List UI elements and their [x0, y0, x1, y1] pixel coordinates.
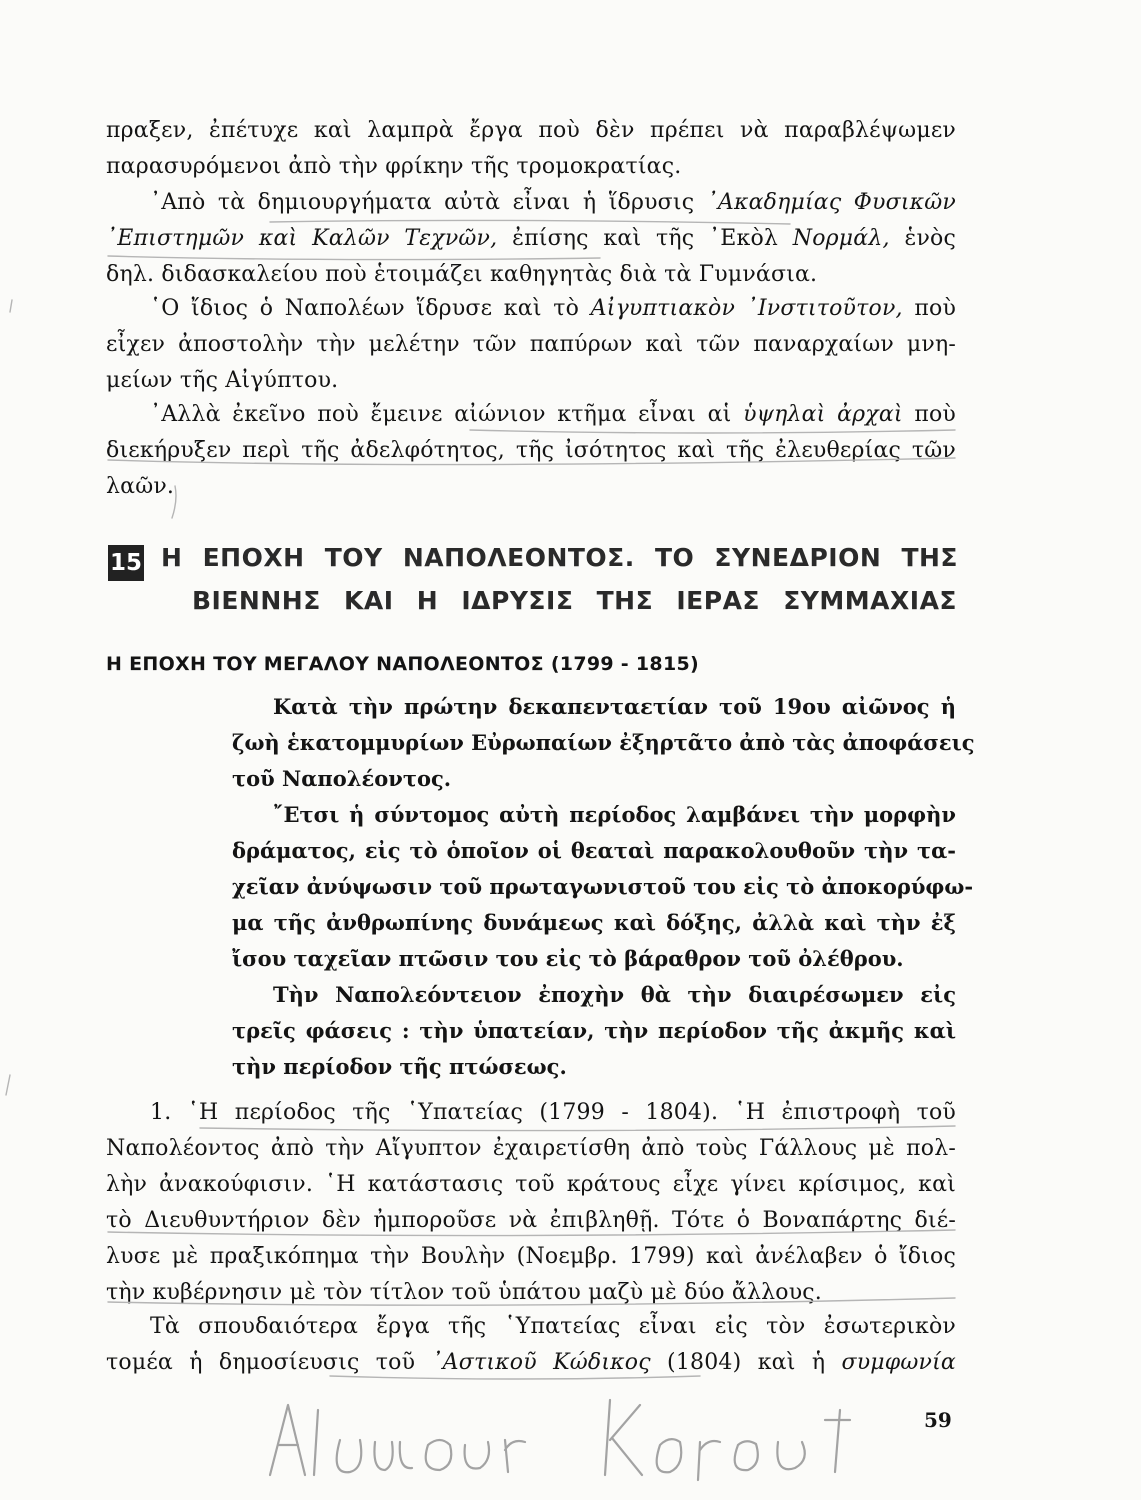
- bold-line: χεῖαν ἀνύψωσιν τοῦ πρωταγωνιστοῦ του εἰς τὸ ἀποκορύφω-: [232, 874, 974, 899]
- text-span: ἑνὸς: [889, 226, 956, 251]
- bold-line: ἴσου ταχεῖαν πτῶσιν του εἰς τὸ βάραθρον τοῦ ὀλέθρου.: [232, 946, 904, 971]
- bold-line: τρεῖς φάσεις : τὴν ὑπατείαν, τὴν περίοδον τῆς ἀκμῆς καὶ: [232, 1018, 956, 1043]
- text-line: εἶχεν ἀποστολὴν τὴν μελέτην τῶν παπύρων καὶ τῶν παναρχαίων μνη-: [106, 332, 956, 357]
- text-line: διεκήρυξεν περὶ τῆς ἀδελφότητος, τῆς ἰσότητος καὶ τῆς ἐλευθερίας τῶν: [106, 438, 956, 463]
- text-line: δηλ. διδασκαλείου ποὺ ἑτοιμάζει καθηγητὰς διὰ τὰ Γυμνάσια.: [106, 262, 818, 287]
- text-line: Ναπολέοντος ἀπὸ τὴν Αἴγυπτον ἐχαιρετίσθη ἀπὸ τοὺς Γάλλους μὲ πολ-: [106, 1136, 956, 1161]
- section-title-line: ΒΙΕΝΝΗΣ ΚΑΙ Η ΙΔΡΥΣΙΣ ΤΗΣ ΙΕΡΑΣ ΣΥΜΜΑΧΙΑΣ: [192, 586, 957, 615]
- italic-term: Αἰγυπτιακὸν ᾿Ινστιτοῦτον,: [590, 296, 903, 321]
- bold-line: ῎Ετσι ἡ σύντομος αὐτὴ περίοδος λαμβάνει τὴν μορφὴν: [273, 802, 956, 827]
- text-line: [106, 224, 956, 254]
- text-span: ᾿Αλλὰ ἐκεῖνο ποὺ ἔμεινε αἰώνιον κτῆμα εἶναι αἱ: [150, 402, 744, 427]
- bold-line: Τὴν Ναπολεόντειον ἐποχὴν θὰ τὴν διαιρέσωμεν εἰς: [273, 982, 956, 1007]
- text-line: 1. ῾Η περίοδος τῆς ῾Υπατείας (1799 - 1804). ῾Η ἐπιστροφὴ τοῦ: [150, 1100, 956, 1125]
- italic-term: ᾿Επιστημῶν καὶ Καλῶν Τεχνῶν,: [106, 226, 498, 251]
- bold-line: ζωὴ ἑκατομμυρίων Εὐρωπαίων ἐξηρτᾶτο ἀπὸ τὰς ἀποφάσεις: [232, 730, 975, 755]
- subheading: Η ΕΠΟΧΗ ΤΟΥ ΜΕΓΑΛΟΥ ΝΑΠΟΛΕΟΝΤΟΣ (1799 - 1815): [106, 653, 699, 675]
- text-span: ἐπίσης καὶ τῆς ᾿Εκὸλ: [497, 226, 793, 251]
- text-line: πραξεν, ἐπέτυχε καὶ λαμπρὰ ἔργα ποὺ δὲν πρέπει νὰ παραβλέψωμεν: [106, 118, 956, 143]
- bold-line: δράματος, εἰς τὸ ὁποῖον οἱ θεαταὶ παρακολουθοῦν τὴν τα-: [232, 838, 956, 863]
- section-title-line: Η ΕΠΟΧΗ ΤΟΥ ΝΑΠΟΛΕΟΝΤΟΣ. ΤΟ ΣΥΝΕΔΡΙΟΝ ΤΗΣ: [161, 543, 958, 572]
- text-line: παρασυρόμενοι ἀπὸ τὴν φρίκην τῆς τρομοκρατίας.: [106, 154, 682, 179]
- text-line: τὸ Διευθυντήριον δὲν ἠμποροῦσε νὰ ἐπιβληθῇ. Τότε ὁ Βοναπάρτης διέ-: [106, 1208, 956, 1233]
- text-span: ᾿Απὸ τὰ δημιουργήματα αὐτὰ εἶναι ἡ ἵδρυσις: [150, 190, 707, 215]
- italic-term: ᾿Ακαδημίας Φυσικῶν: [706, 190, 957, 215]
- italic-term: ὑψηλαὶ ἀρχαὶ: [743, 402, 903, 427]
- pencil-handwriting: [250, 1380, 970, 1490]
- text-span: τομέα ἡ δημοσίευσις τοῦ: [106, 1350, 432, 1375]
- text-line: [106, 1348, 956, 1378]
- section-number-badge: 15: [108, 545, 144, 581]
- text-line: λυσε μὲ πραξικόπημα τὴν Βουλὴν (Νοεμβρ. 1799) καὶ ἀνέλαβεν ὁ ἴδιος: [106, 1244, 956, 1269]
- bold-line: τὴν περίοδον τῆς πτώσεως.: [232, 1054, 567, 1079]
- bold-line: τοῦ Ναπολέοντος.: [232, 766, 452, 791]
- text-line: [150, 188, 956, 218]
- text-line: λαῶν.: [106, 474, 175, 499]
- text-line: [150, 400, 956, 430]
- text-line: Τὰ σπουδαιότερα ἔργα τῆς ῾Υπατείας εἶναι εἰς τὸν ἐσωτερικὸν: [150, 1314, 956, 1339]
- italic-term: ᾿Αστικοῦ Κώδικος: [431, 1350, 651, 1375]
- text-span: ποὺ: [902, 402, 956, 427]
- bold-line: μα τῆς ἀνθρωπίνης δυνάμεως καὶ δόξης, ἀλλὰ καὶ τὴν ἐξ: [232, 910, 956, 935]
- italic-term: συμφωνία: [841, 1350, 956, 1375]
- text-line: [150, 294, 956, 324]
- page-number: 59: [924, 1408, 952, 1432]
- text-span: (1804) καὶ ἡ: [650, 1350, 842, 1375]
- text-line: μείων τῆς Αἰγύπτου.: [106, 368, 339, 393]
- bold-line: Κατὰ τὴν πρώτην δεκαπενταετίαν τοῦ 19ου αἰῶνος ἡ: [273, 694, 956, 719]
- text-span: ποὺ: [902, 296, 957, 321]
- text-line: τὴν κυβέρνησιν μὲ τὸν τίτλον τοῦ ὑπάτου μαζὺ μὲ δύο ἄλλους.: [106, 1280, 822, 1305]
- text-line: λὴν ἀνακούφισιν. ῾Η κατάστασις τοῦ κράτους εἶχε γίνει κρίσιμος, καὶ: [106, 1172, 956, 1197]
- italic-term: Νορμάλ,: [792, 226, 890, 251]
- text-span: ῾Ο ἴδιος ὁ Ναπολέων ἵδρυσε καὶ τὸ: [150, 296, 591, 321]
